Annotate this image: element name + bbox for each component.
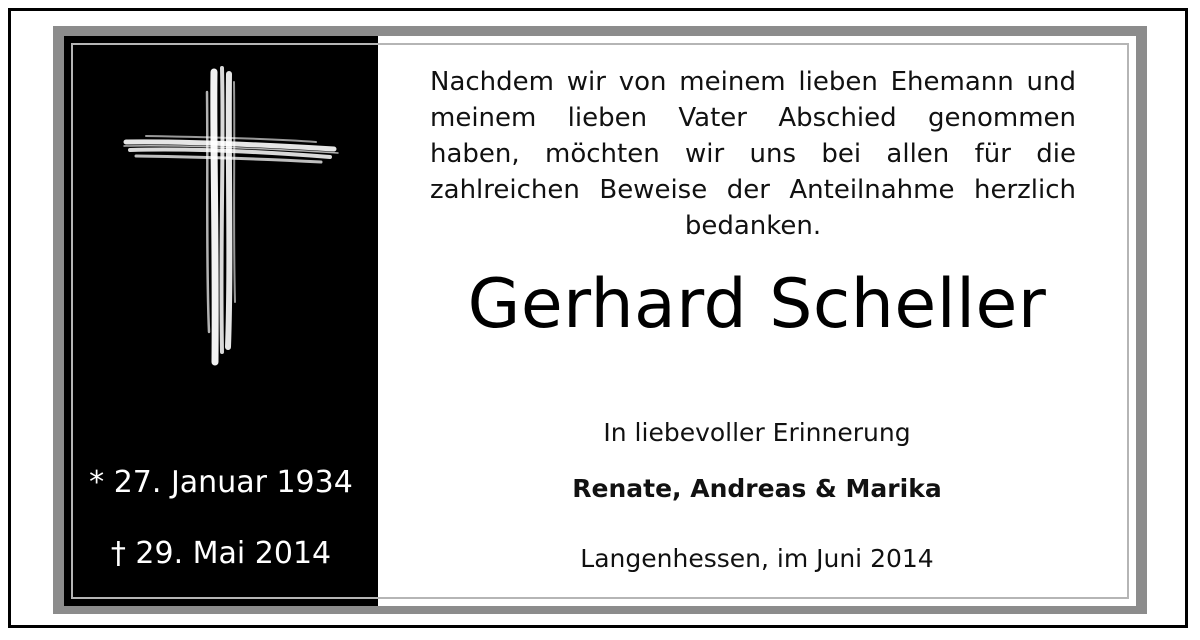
- death-date: † 29. Mai 2014: [110, 536, 332, 571]
- deceased-name: Gerhard Scheller: [467, 265, 1047, 344]
- remembrance-line: In liebevoller Erinnerung: [603, 418, 911, 447]
- place-and-date: Langenhessen, im Juni 2014: [580, 544, 934, 573]
- brushstroke-cross-icon: [116, 62, 346, 372]
- birth-date: * 27. Januar 1934: [89, 465, 353, 500]
- thank-you-text: Nachdem wir von meinem lieben Ehemann und meinem lieben Vater Abschied genommen haben, möchten wir uns bei allen für die zahlreichen Beweise der Anteilnahme herzlich bedanken.: [430, 67, 1076, 241]
- family-signers: Renate, Andreas & Marika: [572, 474, 942, 503]
